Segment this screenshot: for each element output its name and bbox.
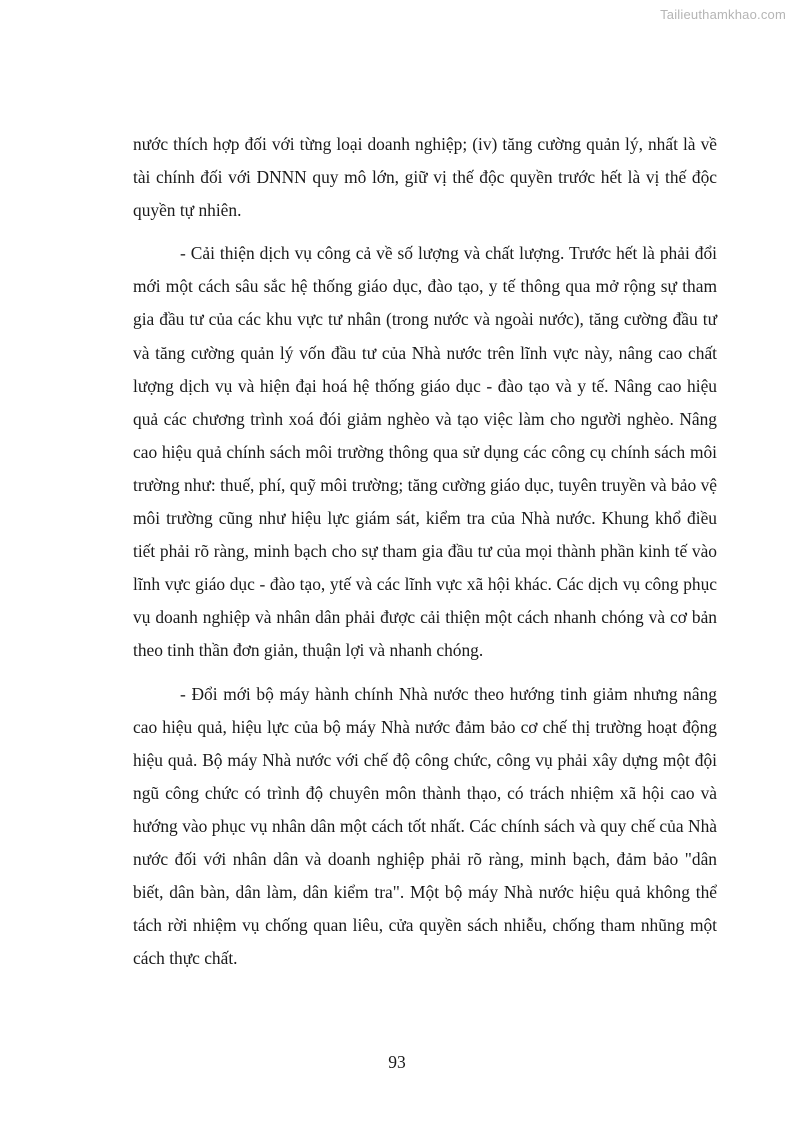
paragraph-public-services: - Cải thiện dịch vụ công cả về số lượng và chất lượng. Trước hết là phải đổi mới một cách sâu sắc hệ thống giáo dục, đào tạo, y tế thông qua mở rộng sự tham gia đầu tư của các khu vực tư nhân (trong nước và ngoài nước), tăng cường đầu tư và tăng cường quản lý vốn đầu tư của Nhà nước trên lĩnh vực này, nâng cao chất lượng dịch vụ và hiện đại hoá hệ thống giáo dục - đào tạo và y tế. Nâng cao hiệu quả các chương trình xoá đói giảm nghèo và tạo việc làm cho người nghèo. Nâng cao hiệu quả chính sách môi trường thông qua sử dụng các công cụ chính sách môi trường như: thuế, phí, quỹ môi trường; tăng cường giáo dục, tuyên truyền và bảo vệ môi trường cũng như hiệu lực giám sát, kiểm tra của Nhà nước. Khung khổ điều tiết phải rõ ràng, minh bạch cho sự tham gia đầu tư của mọi thành phần kinh tế vào lĩnh vực giáo dục - đào tạo, ytế và các lĩnh vực xã hội khác. Các dịch vụ công phục vụ doanh nghiệp và nhân dân phải được cải thiện một cách nhanh chóng và cơ bản theo tinh thần đơn giản, thuận lợi và nhanh chóng.: [133, 243, 717, 661]
document-body: [133, 128, 717, 985]
page-number: 93: [388, 1052, 406, 1072]
paragraph-continuation: nước thích hợp đối với từng loại doanh nghiệp; (iv) tăng cường quản lý, nhất là về tài chính đối với DNNN quy mô lớn, giữ vị thế độc quyền trước hết là vị thế độc quyền tự nhiên.: [133, 134, 717, 221]
paragraph-administrative-reform: - Đổi mới bộ máy hành chính Nhà nước theo hướng tinh giảm nhưng nâng cao hiệu quả, hiệu lực của bộ máy Nhà nước đảm bảo cơ chế thị trường hoạt động hiệu quả. Bộ máy Nhà nước với chế độ công chức, công vụ phải xây dựng một đội ngũ công chức có trình độ chuyên môn thành thạo, có trách nhiệm xã hội cao và hướng vào phục vụ nhân dân một cách tốt nhất. Các chính sách và quy chế của Nhà nước đối với nhân dân và doanh nghiệp phải rõ ràng, minh bạch, đảm bảo "dân biết, dân bàn, dân làm, dân kiểm tra". Một bộ máy Nhà nước hiệu quả không thể tách rời nhiệm vụ chống quan liêu, cửa quyền sách nhiễu, chống tham nhũng một cách thực chất.: [133, 683, 717, 969]
watermark: Tailieuthamkhao.com: [660, 7, 786, 22]
